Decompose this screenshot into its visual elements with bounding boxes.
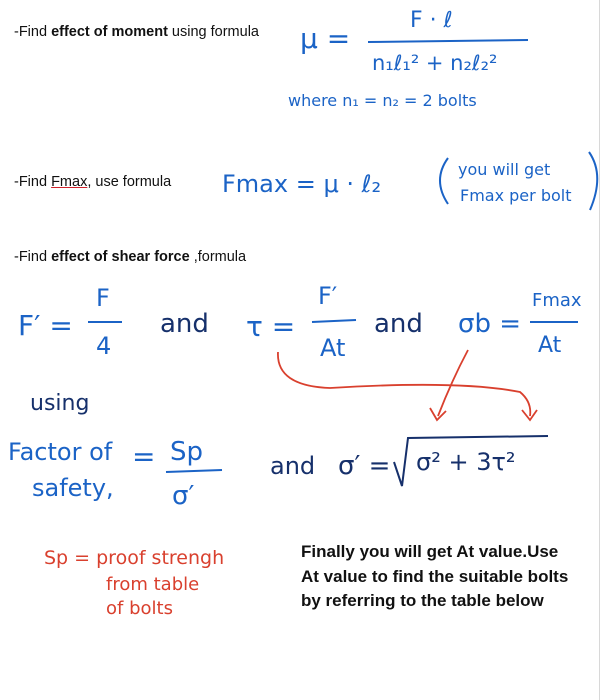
tau-bar xyxy=(312,320,356,322)
using-label: using xyxy=(30,391,90,416)
fmax-note-line1: you will get xyxy=(458,160,551,179)
fos-line2: safety, xyxy=(32,474,114,502)
sp-line2: from table xyxy=(106,574,200,595)
mu-lhs: μ = xyxy=(300,22,351,55)
final-note: Finally you will get At value.Use At value to find the suitable bolts by referring to the table below xyxy=(301,542,569,610)
sigma-b-den: At xyxy=(538,333,562,358)
step-shear-tail: ,formula xyxy=(189,249,247,265)
step-shear-bold: effect of shear force xyxy=(51,249,190,265)
note-left-paren xyxy=(440,158,448,204)
mu-fraction-bar xyxy=(368,40,528,42)
tau-lhs: τ = xyxy=(246,310,296,343)
where-note: where n₁ = n₂ = 2 bolts xyxy=(288,91,477,110)
sigma-b-arrow xyxy=(438,350,468,416)
sigma-b-lhs: σb = xyxy=(458,309,522,339)
step-moment-tail: using formula xyxy=(167,24,259,40)
sigma-prime-radicand: σ² + 3τ² xyxy=(416,448,516,476)
fos-line1: Factor of xyxy=(8,438,113,466)
fprime-num: F xyxy=(96,284,110,312)
step-fmax-underlined: Fmax xyxy=(51,174,88,190)
fos-num: Sp xyxy=(170,437,204,467)
and-1: and xyxy=(160,309,209,339)
step-moment-bold: effect of moment xyxy=(51,24,168,40)
and-2: and xyxy=(374,309,423,339)
tau-num: F′ xyxy=(318,282,338,310)
fmax-note-line2: Fmax per bolt xyxy=(460,186,572,205)
note-right-paren xyxy=(589,152,597,210)
tau-den: At xyxy=(320,334,346,362)
and-3: and xyxy=(270,452,316,480)
fos-den: σ′ xyxy=(172,481,195,511)
mu-numerator: F · ℓ xyxy=(410,8,453,33)
fos-bar xyxy=(166,470,222,472)
step-fmax-lead: -Find xyxy=(14,174,52,190)
mu-denominator: n₁ℓ₁² + n₂ℓ₂² xyxy=(372,51,498,75)
fmax-equation: Fmax = μ · ℓ₂ xyxy=(222,170,382,198)
tau-arrow xyxy=(278,352,530,416)
sp-line1: Sp = proof strengh xyxy=(44,547,225,569)
fprime-den: 4 xyxy=(96,332,112,360)
fos-equals: = xyxy=(132,440,156,473)
step-moment-lead: -Find xyxy=(14,24,52,40)
sigma-prime-lhs: σ′ = xyxy=(338,451,391,481)
step-fmax-tail: , use formula xyxy=(87,174,172,190)
fprime-lhs: F′ = xyxy=(18,309,73,342)
sigma-b-num: Fmax xyxy=(532,290,582,311)
sp-line3: of bolts xyxy=(106,598,173,619)
step-shear-lead: -Find xyxy=(14,249,52,265)
